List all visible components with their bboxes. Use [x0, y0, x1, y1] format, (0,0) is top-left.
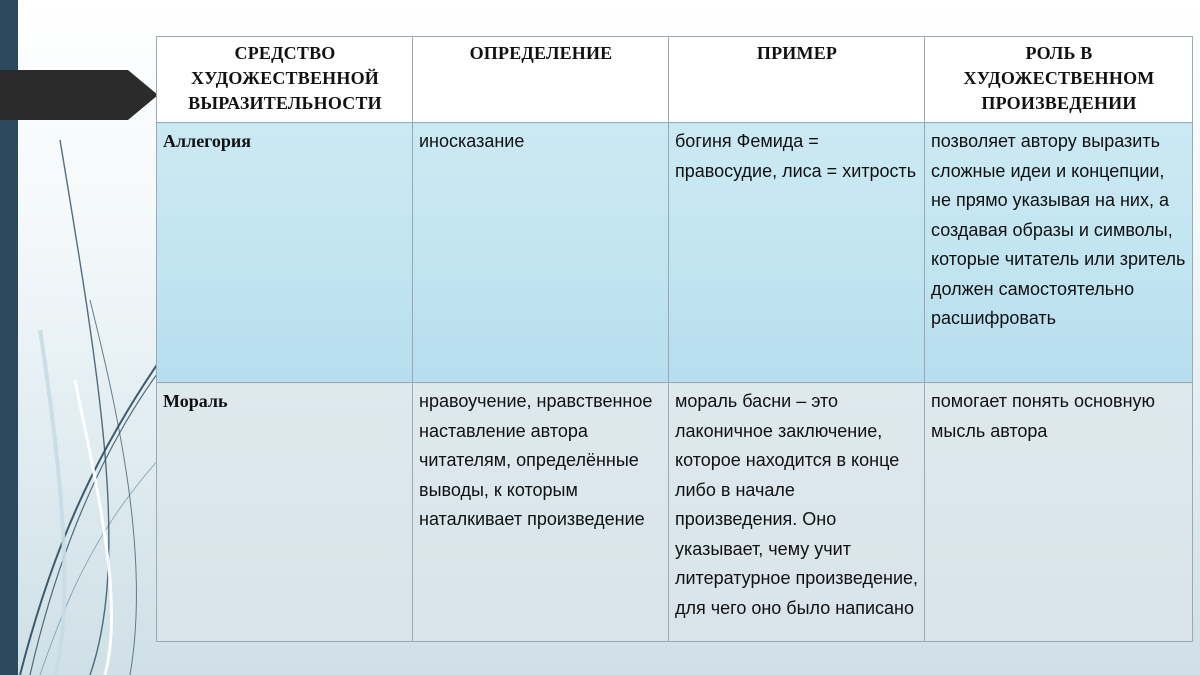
- content-table-container: [156, 36, 1192, 641]
- table-row: [157, 383, 1193, 642]
- cell-definition: нравоучение, нравственное наставление автора читателям, определённые выводы, к которым наталкивает произведение: [413, 383, 669, 642]
- table-header-row: [157, 37, 1193, 123]
- header-definition: ОПРЕДЕЛЕНИЕ: [413, 37, 669, 123]
- header-means: СРЕДСТВО ХУДОЖЕСТВЕННОЙ ВЫРАЗИТЕЛЬНОСТИ: [157, 37, 413, 123]
- cell-term: Аллегория: [157, 123, 413, 383]
- cell-role: помогает понять основную мысль автора: [925, 383, 1193, 642]
- table-row: [157, 123, 1193, 383]
- arrow-tab-icon: [0, 70, 158, 120]
- cell-definition: иносказание: [413, 123, 669, 383]
- expressive-means-table: [156, 36, 1193, 642]
- cell-example: мораль басни – это лаконичное заключение, которое находится в конце либо в начале произведения. Оно указывает, чему учит литературное произведение, для чего оно было написано: [669, 383, 925, 642]
- header-example: ПРИМЕР: [669, 37, 925, 123]
- header-role: РОЛЬ В ХУДОЖЕСТВЕННОМ ПРОИЗВЕДЕНИИ: [925, 37, 1193, 123]
- cell-term: Мораль: [157, 383, 413, 642]
- cell-example: богиня Фемида = правосудие, лиса = хитрость: [669, 123, 925, 383]
- cell-role: позволяет автору выразить сложные идеи и концепции, не прямо указывая на них, а создавая образы и символы, которые читатель или зритель должен самостоятельно расшифровать: [925, 123, 1193, 383]
